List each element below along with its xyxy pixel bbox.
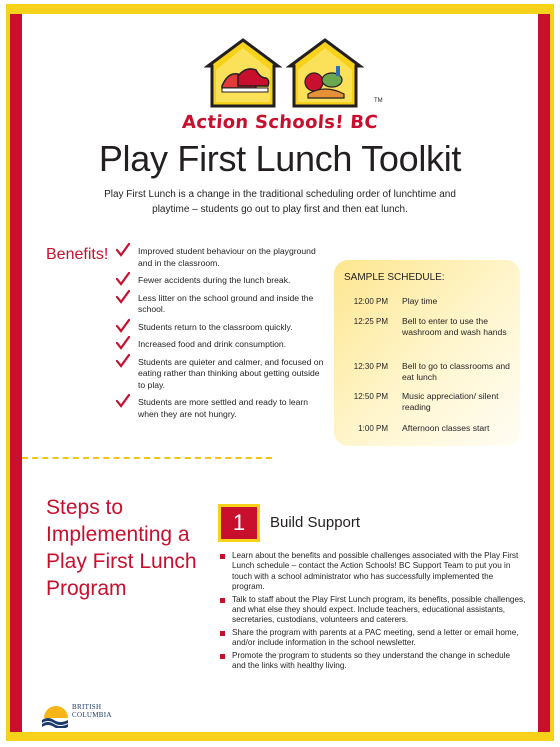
- schedule-time: 12:30 PM: [353, 362, 388, 371]
- benefit-item: [116, 246, 326, 269]
- benefit-text: Increased food and drink consumption.: [138, 339, 287, 349]
- checkmark-icon: [116, 272, 130, 286]
- sample-schedule-box: [334, 260, 520, 446]
- schedule-activity: Music appreciation/ silent reading: [402, 391, 499, 412]
- benefit-text: Less litter on the school ground and inside the school.: [138, 292, 314, 314]
- schedule-time: 12:00 PM: [353, 297, 388, 306]
- step-number-badge: 1: [218, 504, 260, 542]
- schedule-time: 12:50 PM: [353, 392, 388, 401]
- benefit-item: [116, 293, 326, 316]
- food-house-logo-icon: [286, 36, 364, 110]
- schedule-activity: Afternoon classes start: [402, 423, 490, 433]
- step-list-item: [220, 628, 526, 649]
- benefit-item: [116, 397, 326, 420]
- trademark-mark: TM: [374, 98, 383, 104]
- brand-name: Action Schools! BC: [181, 112, 379, 133]
- schedule-title: SAMPLE SCHEDULE:: [344, 272, 445, 283]
- checkmark-icon: [116, 243, 130, 257]
- action-schools-logo: [198, 36, 368, 112]
- schedule-time: 1:00 PM: [358, 424, 388, 433]
- schedule-activity: Bell to go to classrooms and eat lunch: [402, 361, 510, 382]
- benefit-text: Fewer accidents during the lunch break.: [138, 275, 291, 285]
- square-bullet-icon: [220, 554, 225, 559]
- left-accent-bar: [10, 14, 22, 732]
- bc-logo-text: [72, 703, 112, 719]
- step-title: Build Support: [270, 514, 361, 531]
- checkmark-icon: [116, 336, 130, 350]
- intro-text: Play First Lunch is a change in the traditional scheduling order of lunchtime and playtime – students go out to play first and then eat lunch.: [104, 189, 456, 215]
- step-item-text: Talk to staff about the Play First Lunch program, its benefits, possible challenges, and what else they should expect. Include teachers, educational assistants, secretaries, custodians, volunteers and caterers.: [232, 594, 526, 625]
- sneaker-house-logo-icon: [204, 36, 282, 110]
- step-list-item: [220, 595, 526, 626]
- benefit-item: [116, 357, 326, 392]
- step-item-text: Promote the program to students so they understand the change in schedule and the links with healthy living.: [232, 650, 511, 671]
- step-item-text: Share the program with parents at a PAC meeting, send a letter or email home, and/or include information in the school newsletter.: [232, 627, 519, 648]
- checkmark-icon: [116, 354, 130, 368]
- square-bullet-icon: [220, 631, 225, 636]
- checkmark-icon: [116, 394, 130, 408]
- bc-logo-line1: BRITISH: [72, 703, 102, 711]
- checkmark-icon: [116, 290, 130, 304]
- benefit-text: Students are more settled and ready to learn when they are not hungry.: [138, 397, 309, 419]
- dashed-divider: [22, 457, 272, 459]
- step-list-item: [220, 551, 526, 593]
- page-title: Play First Lunch Toolkit: [98, 138, 462, 179]
- square-bullet-icon: [220, 598, 225, 603]
- schedule-activity: Play time: [402, 296, 438, 306]
- bc-logo-line2: COLUMBIA: [72, 711, 112, 719]
- benefit-text: Students are quieter and calmer, and focused on eating rather than thinking about getting outside to play.: [138, 356, 324, 390]
- benefit-text: Improved student behaviour on the playground and in the classroom.: [138, 246, 316, 268]
- benefits-heading: Benefits!: [46, 246, 109, 263]
- schedule-time: 12:25 PM: [353, 317, 388, 326]
- benefit-item: [116, 339, 326, 351]
- right-accent-bar: [538, 14, 550, 732]
- benefit-item: [116, 322, 326, 334]
- step-items-list: [220, 551, 526, 673]
- checkmark-icon: [116, 319, 130, 333]
- step-list-item: [220, 651, 526, 672]
- schedule-activity: Bell to enter to use the washroom and wash hands: [402, 316, 507, 337]
- benefit-text: Students return to the classroom quickly.: [138, 321, 293, 332]
- steps-heading: Steps to Implementing a Play First Lunch Program: [46, 496, 197, 600]
- step-item-text: Learn about the benefits and possible challenges associated with the Play First Lunch schedule – contact the Action Schools! BC Support Team to put you in touch with a school administrator who has successfully implemented the program.: [232, 551, 519, 592]
- benefit-item: [116, 275, 326, 287]
- benefits-list: [116, 246, 326, 426]
- square-bullet-icon: [220, 654, 225, 659]
- toolkit-page: [22, 14, 538, 732]
